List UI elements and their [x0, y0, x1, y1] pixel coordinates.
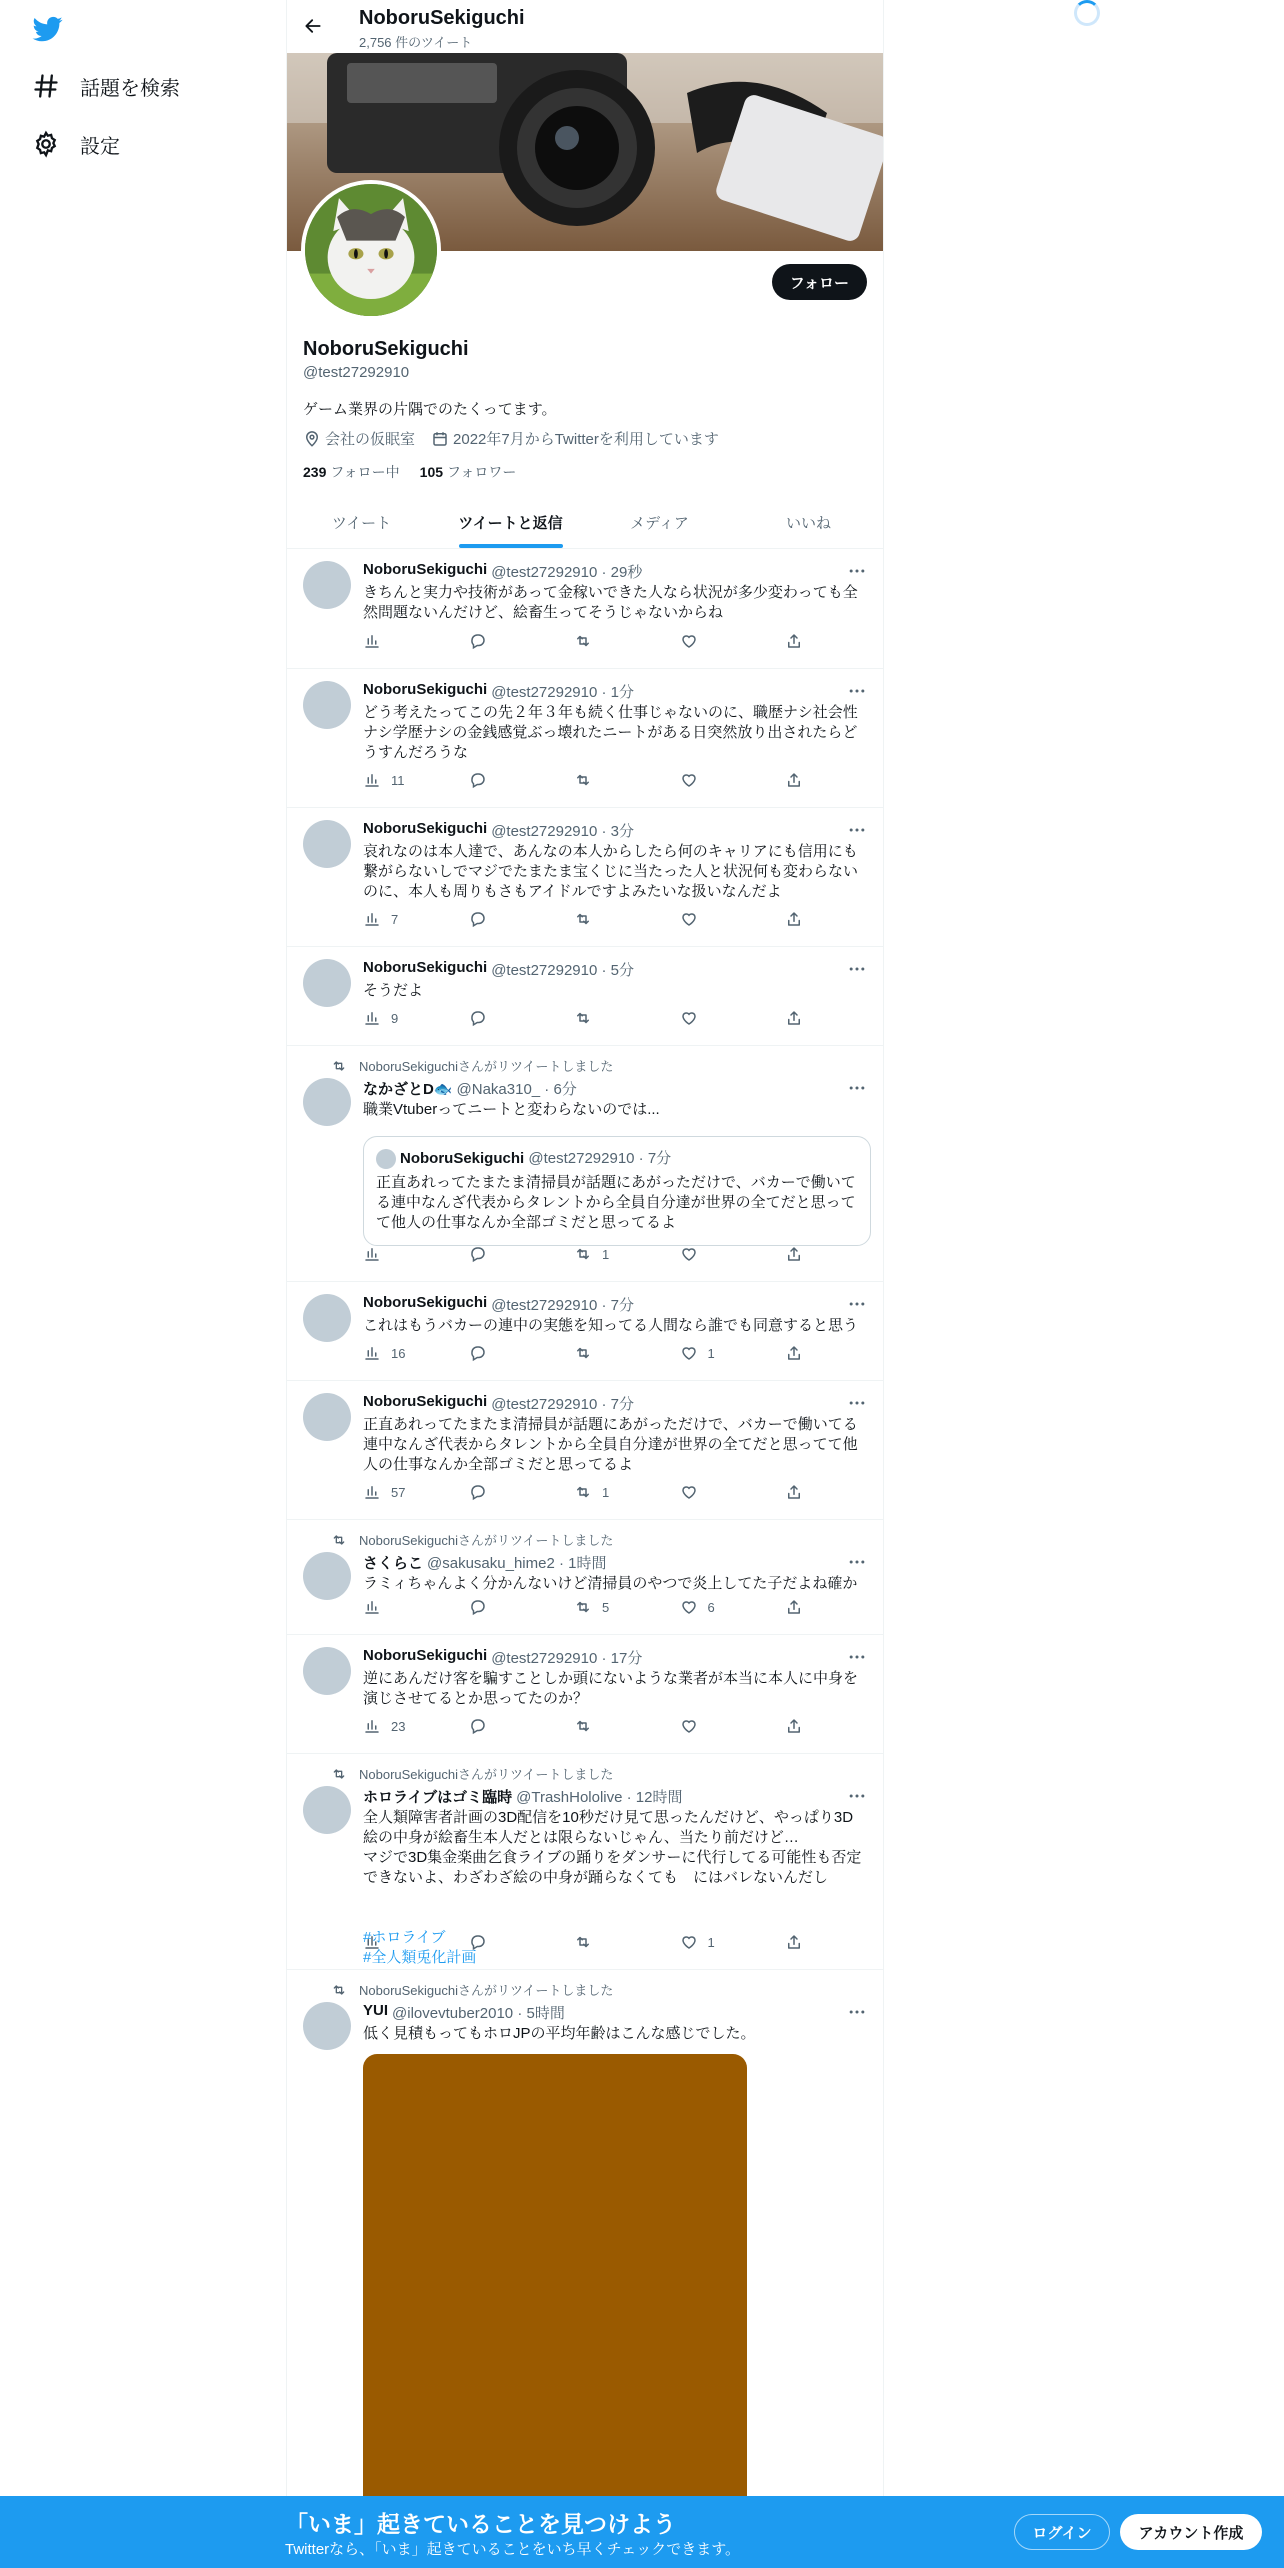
signup-button[interactable]: アカウント作成: [1120, 2514, 1262, 2550]
share-icon: [785, 910, 803, 928]
share-icon: [785, 1717, 803, 1735]
views-button[interactable]: [363, 1932, 415, 1952]
profile-tabs: [287, 496, 883, 549]
tweet[interactable]: [287, 1754, 883, 1970]
tweet[interactable]: [287, 1520, 883, 1635]
retweet-count: 1: [602, 1484, 610, 1500]
retweet-button[interactable]: [574, 1343, 626, 1363]
like-button[interactable]: [680, 631, 732, 651]
tweet-actions: [363, 1482, 803, 1502]
like-button[interactable]: [680, 1244, 732, 1264]
tweet-handle-time[interactable]: @sakusaku_hime2 · 1時間: [427, 1555, 607, 1572]
more-options-icon[interactable]: [847, 1647, 867, 1667]
like-count: 1: [707, 1934, 715, 1950]
retweet-icon: [574, 1717, 592, 1735]
tweet-header: [363, 1393, 867, 1414]
avatar[interactable]: [303, 1294, 351, 1342]
tweet[interactable]: [287, 1635, 883, 1754]
views-count: 16: [391, 1345, 406, 1361]
tweet-author-name[interactable]: NoboruSekiguchi: [363, 959, 488, 976]
retweet-icon: [574, 1009, 592, 1027]
profile-bio: ゲーム業界の片隅でのたくってます。: [303, 401, 557, 418]
tweet-actions: [363, 1597, 803, 1617]
retweet-icon: [574, 771, 592, 789]
tweet-author-name[interactable]: なかざとD🐟: [363, 1081, 453, 1098]
back-button[interactable]: [299, 12, 327, 40]
tweet-actions: [363, 1343, 803, 1363]
retweet-indicator: [331, 1980, 613, 1999]
tweet-text: 正直あれってたまたま清掃員が話題にあがっただけで、バカーで働いてる連中なんざ代表からタレントから全員自分達が世界の全てだと思ってて他人の仕事なんか全部ゴミだと思ってるよ: [363, 1416, 858, 1473]
quoted-tweet[interactable]: [363, 1136, 871, 1246]
followers-link[interactable]: [420, 462, 517, 482]
tweet-handle-time[interactable]: @Naka310_ · 6分: [456, 1081, 577, 1098]
tweet-author-name[interactable]: ホロライブはゴミ臨時: [363, 1789, 513, 1806]
retweet-indicator: [331, 1530, 613, 1549]
retweet-button[interactable]: [574, 1597, 626, 1617]
like-count: 6: [707, 1599, 715, 1615]
retweeted-by-text: NoboruSekiguchiさんがリツイートしました: [359, 1767, 614, 1782]
reply-icon: [469, 1344, 487, 1362]
tweet-media-image[interactable]: [363, 2054, 747, 2568]
views-button[interactable]: [363, 1244, 415, 1264]
tweet-header: [363, 1078, 867, 1099]
tweet-author-name[interactable]: NoboruSekiguchi: [363, 561, 488, 578]
retweet-button[interactable]: [574, 770, 626, 790]
tab-media[interactable]: メディア: [630, 514, 689, 532]
tweet-header: [363, 1786, 867, 1807]
follow-button[interactable]: フォロー: [772, 264, 867, 300]
retweet-icon: [331, 1532, 347, 1548]
tweet-handle-time[interactable]: @test27292910 · 5分: [491, 962, 635, 979]
views-button[interactable]: [363, 1343, 415, 1363]
share-button[interactable]: [785, 770, 803, 790]
tweet[interactable]: [287, 1381, 883, 1520]
views-button[interactable]: [363, 1008, 415, 1028]
heart-icon: [680, 1245, 698, 1263]
heart-icon: [680, 771, 698, 789]
followers-count: 105: [419, 464, 444, 480]
retweet-indicator: [331, 1764, 613, 1783]
tweet-header: [363, 1294, 867, 1315]
heart-icon: [680, 632, 698, 650]
quoted-handle-time: @test27292910 · 7分: [528, 1150, 672, 1167]
retweet-icon: [331, 1058, 347, 1074]
heart-icon: [680, 1009, 698, 1027]
retweet-button[interactable]: [574, 631, 626, 651]
tab-tweets[interactable]: ツイート: [331, 514, 392, 532]
avatar[interactable]: [303, 1552, 351, 1600]
tweet-header: [363, 2002, 867, 2023]
retweeted-by-text: NoboruSekiguchiさんがリツイートしました: [359, 1983, 614, 1998]
hashtag-link[interactable]: #ホロライブ: [363, 1929, 446, 1946]
tweet-author-name[interactable]: さくらこ: [363, 1555, 424, 1572]
tweet[interactable]: [287, 549, 883, 669]
hashtag-icon: [32, 72, 60, 100]
loading-spinner-icon: [1074, 0, 1100, 26]
tweet-text: 低く見積もってもホロJPの平均年齢はこんな感じでした。: [363, 2025, 756, 2042]
tweet-text: そうだよ: [363, 982, 424, 999]
retweet-count: 5: [602, 1599, 610, 1615]
retweet-indicator: [331, 1056, 613, 1075]
sidebar-item-settings[interactable]: [32, 120, 120, 168]
sidebar: [0, 0, 286, 2568]
tweet-text: 全人類障害者計画の3D配信を10秒だけ見て思ったんだけど、やっぱり3D絵の中身が絵畜生本人だとは限らないじゃん、当たり前だけど… マジで3D集金楽曲乞食ライブの踊りをダンサーに代行してる可能性も否定できないよ、わざわざ絵の中身が踊らなくても にはバレないんだし: [363, 1809, 862, 1886]
reply-icon: [469, 1933, 487, 1951]
signup-banner: [0, 2496, 1284, 2568]
analytics-icon: [363, 1598, 381, 1616]
tweet-handle-time[interactable]: @test27292910 · 17分: [491, 1650, 643, 1667]
like-button[interactable]: [680, 770, 732, 790]
reply-button[interactable]: [469, 1597, 521, 1617]
share-button[interactable]: [785, 1597, 803, 1617]
tweet[interactable]: [287, 1282, 883, 1381]
tweet[interactable]: [287, 1046, 883, 1282]
retweet-button[interactable]: [574, 1008, 626, 1028]
retweet-button[interactable]: [574, 909, 626, 929]
share-button[interactable]: [785, 1244, 803, 1264]
sidebar-item-explore[interactable]: [32, 62, 180, 110]
tweet-header: [363, 820, 867, 841]
profile-header: [287, 0, 883, 53]
profile-follow-stats: [303, 462, 516, 482]
heart-icon: [680, 1344, 698, 1362]
tab-tweets-and-replies[interactable]: ツイートと返信: [436, 496, 585, 548]
profile-name: NoboruSekiguchi: [303, 338, 469, 360]
retweet-icon: [331, 1982, 347, 1998]
analytics-icon: [363, 910, 381, 928]
tweet-text: 哀れなのは本人達で、あんなの本人からしたら何のキャリアにも信用にも繋がらないしでマジでたまたま宝くじに当たった人と状況何も変わらないのに、本人も周りもさもアイドルですよみたいな扱いなんだよ: [363, 843, 859, 900]
reply-button[interactable]: [469, 1008, 521, 1028]
arrow-left-icon: [303, 16, 323, 36]
more-options-icon[interactable]: [847, 1078, 867, 1098]
like-button[interactable]: [680, 1597, 732, 1617]
twitter-bird-icon[interactable]: [32, 14, 64, 44]
more-options-icon[interactable]: [847, 1786, 867, 1806]
reply-icon: [469, 1483, 487, 1501]
profile-handle: @test27292910: [303, 364, 410, 381]
analytics-icon: [363, 1009, 381, 1027]
avatar[interactable]: [303, 1078, 351, 1126]
tweet-header: [363, 561, 867, 582]
avatar[interactable]: [303, 2002, 351, 2050]
views-count: 9: [391, 1010, 399, 1026]
avatar[interactable]: [303, 1786, 351, 1834]
tweet-author-name[interactable]: YUI: [363, 2002, 389, 2019]
heart-icon: [680, 1933, 698, 1951]
analytics-icon: [363, 1483, 381, 1501]
analytics-icon: [363, 1245, 381, 1263]
tweet-handle-time[interactable]: @test27292910 · 1分: [491, 684, 635, 701]
views-button[interactable]: [363, 1716, 415, 1736]
retweeted-by-text: NoboruSekiguchiさんがリツイートしました: [359, 1533, 614, 1548]
share-icon: [785, 1598, 803, 1616]
share-button[interactable]: [785, 909, 803, 929]
retweet-button[interactable]: [574, 1244, 626, 1264]
retweet-button[interactable]: [574, 1932, 626, 1952]
header-name: NoboruSekiguchi: [359, 7, 525, 29]
tweet-header: [363, 681, 867, 702]
profile-location: 会社の仮眠室: [325, 431, 416, 448]
tweet-actions: [363, 770, 803, 790]
tweet-text: 逆にあんだけ客を騙すことしか頭にないような業者が本当に本人に中身を演じさせてるとか思ってたのか？: [363, 1670, 859, 1707]
tweet[interactable]: [287, 808, 883, 947]
more-options-icon[interactable]: [847, 820, 867, 840]
profile-joined: 2022年7月からTwitterを利用しています: [453, 431, 719, 448]
more-options-icon[interactable]: [847, 1294, 867, 1314]
views-button[interactable]: [363, 770, 415, 790]
tweet-handle-time[interactable]: @test27292910 · 29秒: [491, 564, 643, 581]
more-options-icon[interactable]: [847, 561, 867, 581]
reply-button[interactable]: [469, 1482, 521, 1502]
views-button[interactable]: [363, 1597, 415, 1617]
share-button[interactable]: [785, 1008, 803, 1028]
tweet-actions: [363, 1008, 803, 1028]
heart-icon: [680, 910, 698, 928]
avatar[interactable]: [303, 820, 351, 868]
reply-button[interactable]: [469, 1244, 521, 1264]
views-count: 11: [391, 772, 405, 788]
tweet-handle-time[interactable]: @test27292910 · 7分: [491, 1396, 635, 1413]
tweet-text: これはもうバカーの連中の実態を知ってる人間なら誰でも同意すると思う: [363, 1317, 859, 1334]
following-link[interactable]: [303, 462, 400, 482]
reply-button[interactable]: [469, 1716, 521, 1736]
calendar-icon: [431, 430, 449, 448]
like-button[interactable]: [680, 1932, 732, 1952]
retweet-icon: [574, 910, 592, 928]
profile-avatar[interactable]: [301, 180, 441, 320]
reply-icon: [469, 1598, 487, 1616]
share-icon: [785, 771, 803, 789]
retweet-button[interactable]: [574, 1716, 626, 1736]
tweet-actions: [363, 909, 803, 929]
like-count: 1: [707, 1345, 715, 1361]
share-button[interactable]: [785, 1716, 803, 1736]
reply-button[interactable]: [469, 909, 521, 929]
tweet-author-name[interactable]: NoboruSekiguchi: [363, 681, 488, 698]
tweet-header: [363, 1552, 867, 1573]
tweet-actions: [363, 1932, 803, 1952]
avatar[interactable]: [303, 1393, 351, 1441]
tweet-author-name[interactable]: NoboruSekiguchi: [363, 1393, 488, 1410]
cat-avatar-image: [305, 184, 437, 316]
more-options-icon[interactable]: [847, 1393, 867, 1413]
main-column: [286, 0, 884, 2568]
more-options-icon[interactable]: [847, 2002, 867, 2022]
share-icon: [785, 632, 803, 650]
reply-icon: [469, 632, 487, 650]
retweet-button[interactable]: [574, 1482, 626, 1502]
sidebar-item-label: 話題を検索: [80, 77, 180, 100]
tweet-actions: [363, 631, 803, 651]
tweet-handle-time[interactable]: @test27292910 · 3分: [491, 823, 635, 840]
tweet-text: どう考えたってこの先２年３年も続く仕事じゃないのに、職歴ナシ社会性ナシ学歴ナシの金銭感覚ぶっ壊れたニートがある日突然放り出されたらどうすんだろうな: [363, 704, 858, 761]
reply-button[interactable]: [469, 1932, 521, 1952]
retweet-icon: [574, 1245, 592, 1263]
sidebar-item-label: 設定: [80, 135, 120, 158]
share-icon: [785, 1245, 803, 1263]
share-icon: [785, 1344, 803, 1362]
share-button[interactable]: [785, 1343, 803, 1363]
tweet-actions: [363, 1244, 803, 1264]
avatar[interactable]: [303, 561, 351, 609]
retweeted-by-text: NoboruSekiguchiさんがリツイートしました: [359, 1059, 614, 1074]
analytics-icon: [363, 1717, 381, 1735]
share-button[interactable]: [785, 631, 803, 651]
retweet-icon: [574, 632, 592, 650]
views-count: 23: [391, 1718, 406, 1734]
avatar[interactable]: [303, 959, 351, 1007]
more-options-icon[interactable]: [847, 1552, 867, 1572]
reply-icon: [469, 1009, 487, 1027]
following-label: フォロー中: [330, 464, 400, 480]
like-button[interactable]: [680, 1716, 732, 1736]
tweet-text: ラミィちゃんよく分かんないけど清掃員のやつで炎上してた子だよね確か: [363, 1575, 858, 1592]
tweet-text: きちんと実力や技術があって金稼いできた人なら状況が多少変わっても全然問題ないんだけど、絵畜生ってそうじゃないからね: [363, 584, 858, 621]
views-button[interactable]: [363, 631, 415, 651]
reply-icon: [469, 910, 487, 928]
retweet-icon: [574, 1598, 592, 1616]
views-count: 7: [391, 911, 399, 927]
followers-label: フォロワー: [447, 464, 517, 480]
tweet-handle-time[interactable]: @TrashHololive · 12時間: [516, 1789, 683, 1806]
like-button[interactable]: [680, 1008, 732, 1028]
gear-icon: [32, 130, 60, 158]
quoted-tweet-text: 正直あれってたまたま清掃員が話題にあがっただけで、バカーで働いてる連中なんざ代表からタレントから全員自分達が世界の全てだと思ってて他人の仕事なんか全部ゴミだと思ってるよ: [376, 1174, 856, 1231]
tweet[interactable]: [287, 947, 883, 1046]
share-icon: [785, 1009, 803, 1027]
retweet-icon: [574, 1483, 592, 1501]
reply-icon: [469, 1245, 487, 1263]
tweet-handle-time[interactable]: @test27292910 · 7分: [491, 1297, 635, 1314]
tweet[interactable]: [287, 1970, 883, 2568]
quoted-author-name: NoboruSekiguchi: [400, 1150, 525, 1167]
reply-icon: [469, 1717, 487, 1735]
more-options-icon[interactable]: [847, 959, 867, 979]
tweet-header: [363, 1647, 867, 1668]
location-pin-icon: [303, 430, 321, 448]
share-icon: [785, 1483, 803, 1501]
views-count: 57: [391, 1484, 406, 1500]
tweet-author-name[interactable]: NoboruSekiguchi: [363, 820, 488, 837]
analytics-icon: [363, 1933, 381, 1951]
share-button[interactable]: [785, 1932, 803, 1952]
heart-icon: [680, 1598, 698, 1616]
header-tweet-count: 2,756 件のツイート: [359, 35, 473, 50]
retweet-count: 1: [602, 1246, 610, 1262]
reply-icon: [469, 771, 487, 789]
hashtag-link[interactable]: #全人類兎化計画: [363, 1949, 477, 1966]
analytics-icon: [363, 1344, 381, 1362]
reply-button[interactable]: [469, 631, 521, 651]
views-button[interactable]: [363, 909, 415, 929]
retweet-icon: [574, 1933, 592, 1951]
tweet-text: 職業Vtuberってニートと変わらないのでは...: [363, 1101, 660, 1118]
views-button[interactable]: [363, 1482, 415, 1502]
like-button[interactable]: [680, 1482, 732, 1502]
tab-likes[interactable]: いいね: [785, 514, 831, 532]
quoted-tweet-header: [400, 1147, 671, 1168]
analytics-icon: [363, 632, 381, 650]
reply-button[interactable]: [469, 770, 521, 790]
tweet[interactable]: [287, 669, 883, 808]
tweet-handle-time[interactable]: @ilovevtuber2010 · 5時間: [392, 2005, 565, 2022]
like-button[interactable]: [680, 909, 732, 929]
following-count: 239: [303, 464, 327, 480]
retweet-icon: [574, 1344, 592, 1362]
signup-banner-title: 「いま」起きていることを見つけよう: [285, 2511, 676, 2537]
analytics-icon: [363, 771, 381, 789]
avatar[interactable]: [303, 681, 351, 729]
avatar[interactable]: [303, 1647, 351, 1695]
login-button[interactable]: ログイン: [1014, 2514, 1110, 2550]
share-icon: [785, 1933, 803, 1951]
avatar: [376, 1149, 396, 1169]
signup-banner-subtitle: Twitterなら、「いま」起きていることをいち早くチェックできます。: [285, 2541, 741, 2558]
more-options-icon[interactable]: [847, 681, 867, 701]
tweet-author-name[interactable]: NoboruSekiguchi: [363, 1647, 488, 1664]
retweet-icon: [331, 1766, 347, 1782]
profile-meta: [303, 428, 719, 449]
reply-button[interactable]: [469, 1343, 521, 1363]
share-button[interactable]: [785, 1482, 803, 1502]
heart-icon: [680, 1483, 698, 1501]
tweet-author-name[interactable]: NoboruSekiguchi: [363, 1294, 488, 1311]
tweet-actions: [363, 1716, 803, 1736]
tweet-header: [363, 959, 867, 980]
heart-icon: [680, 1717, 698, 1735]
like-button[interactable]: [680, 1343, 732, 1363]
